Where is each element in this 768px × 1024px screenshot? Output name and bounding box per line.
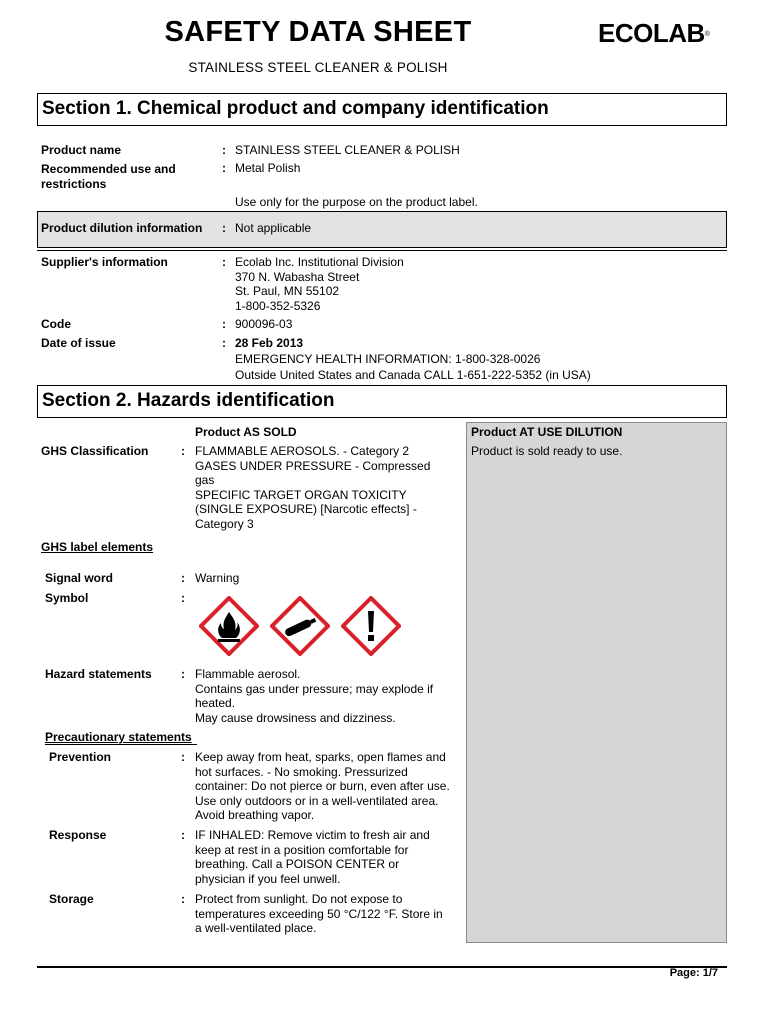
product-subtitle: STAINLESS STEEL CLEANER & POLISH [188,60,448,75]
product-name-label: Product name [41,143,122,157]
recommended-use-value: Metal Polish [235,161,301,175]
ghs-line: gas [195,473,215,487]
supplier-label: Supplier's information [41,255,168,269]
prevention-line: hot surfaces. - No smoking. Pressurized [195,764,408,779]
prevention-line: Avoid breathing vapor. [195,808,315,822]
emergency-info: EMERGENCY HEALTH INFORMATION: 1-800-328-0026 [235,352,541,366]
divider [37,250,727,251]
logo-text: ECOLAB [598,18,705,48]
outside-us-info: Outside United States and Canada CALL 1-651-222-5352 (in USA) [235,368,591,382]
date-label: Date of issue [41,336,116,350]
hazard-line: Contains gas under pressure; may explode if [195,681,434,696]
code-label: Code [41,317,71,331]
document-title: SAFETY DATA SHEET [164,16,472,48]
prevention-line: Use only outdoors or in a well-ventilated area. [195,793,439,808]
supplier-line: 370 N. Wabasha Street [235,269,360,284]
ghs-line: (SINGLE EXPOSURE) [Narcotic effects] - [195,502,417,516]
prevention-line: Keep away from heat, sparks, open flames and [195,750,446,764]
ghs-classification-value [195,444,430,531]
response-line: IF INHALED: Remove victim to fresh air and [195,828,430,842]
recommended-use-label-line-2: restrictions [41,176,107,191]
response-line: physician if you feel unwell. [195,871,341,886]
code-value: 900096-03 [235,317,293,331]
recommended-use-label [41,162,176,191]
colon: : [181,444,185,458]
ghs-line: GASES UNDER PRESSURE - Compressed [195,458,431,473]
supplier-phone: 1-800-352-5326 [235,298,321,313]
prevention-label: Prevention [49,750,112,764]
at-use-value: Product is sold ready to use. [471,444,623,458]
gas-cylinder-pictogram-icon [270,596,330,656]
colon: : [222,336,226,350]
page-number: Page: 1/7 [669,967,718,979]
company-logo [598,18,709,48]
colon: : [181,892,185,906]
section-1-heading: Section 1. Chemical product and company identification [37,93,727,126]
storage-value [195,892,443,936]
colon: : [222,221,226,235]
colon: : [222,143,226,157]
colon: : [181,571,185,585]
ghs-line: Category 3 [195,516,254,531]
product-name-value: STAINLESS STEEL CLEANER & POLISH [235,143,460,157]
hazard-line: heated. [195,696,236,710]
prevention-value [195,750,450,823]
supplier-line: Ecolab Inc. Institutional Division [235,255,404,269]
storage-line: Protect from sunlight. Do not expose to [195,892,403,906]
response-value [195,828,430,886]
precautionary-statements-heading: Precautionary statements [45,730,192,744]
recommended-use-label-line-1: Recommended use and [41,162,176,176]
use-note: Use only for the purpose on the product label. [235,195,478,209]
response-line: keep at rest in a position comfortable for [195,842,409,857]
colon: : [181,828,185,842]
colon: : [181,591,185,605]
ghs-label-elements-heading: GHS label elements [41,540,154,554]
signal-word-value: Warning [195,571,240,585]
ghs-classification-label: GHS Classification [41,444,149,458]
exclamation-pictogram-icon [341,596,401,656]
colon: : [181,667,185,681]
at-use-dilution-column [466,422,727,943]
as-sold-column-header: Product AS SOLD [195,425,297,439]
response-label: Response [49,828,107,842]
ghs-line: FLAMMABLE AEROSOLS. - Category 2 [195,444,410,458]
flame-pictogram-icon [199,596,259,656]
section-2-heading: Section 2. Hazards identification [37,385,727,418]
storage-line: temperatures exceeding 50 °C/122 °F. Store in [195,906,443,921]
dilution-label: Product dilution information [41,221,203,235]
dilution-value: Not applicable [235,221,312,235]
date-value: 28 Feb 2013 [235,336,304,350]
colon: : [181,750,185,764]
at-use-column-header: Product AT USE DILUTION [471,425,623,439]
colon: : [222,317,226,331]
storage-line: a well-ventilated place. [195,921,317,935]
signal-word-label: Signal word [45,571,114,585]
supplier-line: St. Paul, MN 55102 [235,284,340,298]
hazard-statements-value [195,667,433,725]
response-line: breathing. Call a POISON CENTER or [195,857,400,871]
prevention-line: container: Do not pierce or burn, even after use. [195,779,450,793]
ghs-line: SPECIFIC TARGET ORGAN TOXICITY [195,487,407,502]
hazard-statements-label: Hazard statements [45,667,152,681]
storage-label: Storage [49,892,94,906]
precautionary-underline-rule [45,744,197,745]
hazard-line: May cause drowsiness and dizziness. [195,710,396,725]
hazard-line: Flammable aerosol. [195,667,301,681]
symbol-label: Symbol [45,591,89,605]
colon: : [222,161,226,175]
supplier-address [235,255,404,313]
colon: : [222,255,226,269]
registered-mark: ® [704,31,710,38]
